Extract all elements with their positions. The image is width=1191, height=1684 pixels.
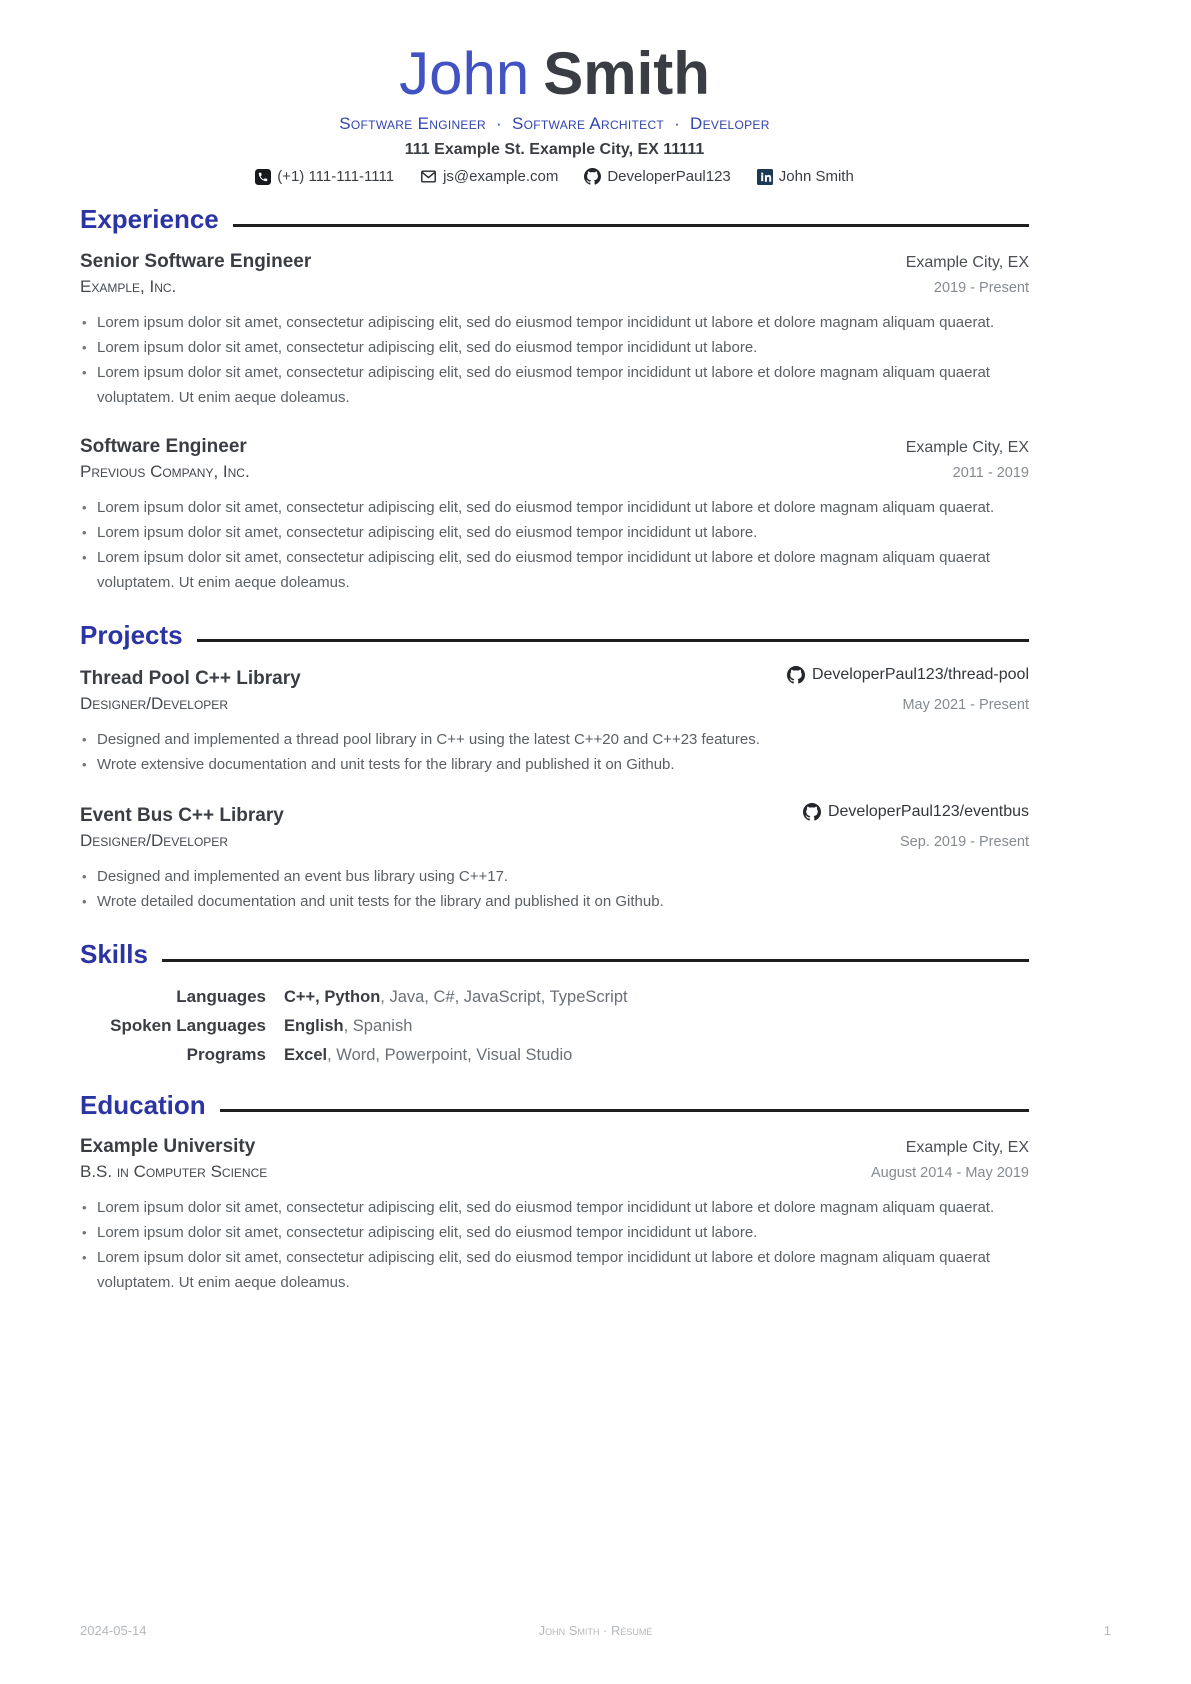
experience-entry [80,251,1029,410]
footer-page-number: 1 [1103,1623,1112,1638]
section-title: Skills [80,939,148,970]
job-title: Senior Software Engineer [80,250,312,272]
linkedin-icon [757,169,773,185]
experience-entry [80,436,1029,595]
full-name [80,42,1029,105]
linkedin-contact[interactable] [757,168,854,185]
entry-sub-row [80,458,1029,482]
repo-name: DeveloperPaul123/eventbus [827,803,1029,821]
bullet-item: • Designed and implemented an event bus library using C++17. [80,864,1029,889]
github-icon [787,666,805,684]
skill-values-rest: , Java, C#, JavaScript, TypeScript [380,987,628,1006]
github-username: DeveloperPaul123 [607,168,731,185]
bullet-item: • Lorem ipsum dolor sit amet, consectetur adipiscing elit, sed do eiusmod tempor incididunt ut labore et dolore magnam aliquam quaerat. [80,310,1029,335]
bullet-list [80,864,1029,914]
school-name: Example University [80,1136,256,1158]
job-location: Example City, EX [905,253,1029,271]
bullet-list [80,727,1029,777]
linkedin-name: John Smith [778,168,854,185]
skills-table [80,987,1029,1065]
phone-number: (+1) 111-111-1111 [277,168,395,185]
header [80,42,1029,185]
education-entry [80,1136,1029,1295]
skill-category: Languages [176,986,266,1006]
project-repo-link[interactable] [803,803,1029,821]
section-heading [80,1091,1029,1120]
project-entry [80,666,1029,777]
heading-rule [233,224,1029,227]
heading-rule [197,639,1029,642]
bullet-list [80,310,1029,410]
project-repo-link[interactable] [787,666,1029,684]
phone-icon [255,169,271,185]
first-name: John [399,40,530,107]
entry-title-row [80,666,1029,690]
bullet-item: • Wrote detailed documentation and unit tests for the library and published it on Github. [80,889,1029,914]
project-entry [80,803,1029,914]
entry-title-row [80,251,1029,273]
bullet-item: • Lorem ipsum dolor sit amet, consectetur adipiscing elit, sed do eiusmod tempor incididunt ut labore. [80,335,1029,360]
section-projects [80,621,1029,915]
skill-category: Programs [186,1044,266,1064]
email-address: js@example.com [443,168,559,185]
job-dates: 2019 - Present [933,279,1029,296]
bullet-list [80,495,1029,595]
entry-sub-row [80,1158,1029,1182]
entry-title-row [80,1136,1029,1158]
section-title: Experience [80,204,219,234]
skill-values-bold: English [284,1016,344,1035]
degree: B.S. in Computer Science [80,1162,268,1182]
bullet-item: • Designed and implemented a thread pool library in C++ using the latest C++20 and C++23 features. [80,727,1029,752]
tagline-separator: · [496,114,502,133]
bullet-item: • Lorem ipsum dolor sit amet, consectetur adipiscing elit, sed do eiusmod tempor incididunt ut labore et dolore magnam aliquam quaerat voluptatem. Ut enim aeque doleamus. [80,545,1029,595]
section-heading [80,940,1029,969]
job-dates: 2011 - 2019 [952,464,1029,481]
tagline-separator: · [674,114,681,133]
skill-values-bold: C++, Python [284,987,381,1006]
section-heading [80,621,1029,650]
section-title: Education [80,1089,206,1120]
email-icon [420,168,437,185]
entry-sub-row [80,273,1029,297]
bullet-item: • Lorem ipsum dolor sit amet, consectetur adipiscing elit, sed do eiusmod tempor incididunt ut labore. [80,1220,1029,1245]
job-title: Software Engineer [80,435,247,457]
address: 111 Example St. Example City, EX 11111 [404,141,705,158]
bullet-item: • Lorem ipsum dolor sit amet, consectetur adipiscing elit, sed do eiusmod tempor incididunt ut labore et dolore magnam aliquam quaerat. [80,495,1029,520]
company-name: Previous Company, Inc. [80,461,250,481]
heading-rule [220,1109,1029,1112]
section-skills [80,940,1029,1065]
project-role: Designer/Developer [80,831,228,851]
github-icon [584,168,601,185]
entry-title-row [80,436,1029,458]
skill-values [284,1017,1029,1036]
footer-date: 2024-05-14 [80,1623,147,1638]
entry-title-row [80,803,1029,827]
project-title: Event Bus C++ Library [80,805,284,827]
skill-values [284,988,1029,1007]
bullet-item: • Wrote extensive documentation and unit tests for the library and published it on Github. [80,752,1029,777]
github-contact[interactable] [584,168,730,185]
skill-values-rest: , Word, Powerpoint, Visual Studio [327,1045,573,1064]
school-location: Example City, EX [905,1139,1029,1157]
company-name: Example, Inc. [80,276,177,296]
section-heading [80,205,1029,234]
tagline-3: Developer [690,114,770,133]
project-dates: May 2021 - Present [902,697,1029,714]
section-title: Projects [80,619,183,650]
bullet-item: • Lorem ipsum dolor sit amet, consectetur adipiscing elit, sed do eiusmod tempor incididunt ut labore et dolore magnam aliquam quaerat voluptatem. Ut enim aeque doleamus. [80,360,1029,410]
education-dates: August 2014 - May 2019 [871,1165,1029,1182]
skill-category: Spoken Languages [110,1015,266,1035]
section-experience [80,205,1029,595]
footer-title: John Smith · Résumé [538,1623,653,1638]
phone-contact[interactable] [255,168,394,185]
email-contact[interactable] [420,168,558,185]
entry-sub-row [80,690,1029,714]
bullet-item: • Lorem ipsum dolor sit amet, consectetur adipiscing elit, sed do eiusmod tempor incididunt ut labore. [80,520,1029,545]
repo-name: DeveloperPaul123/thread-pool [811,666,1029,684]
last-name: Smith [543,40,710,107]
entry-sub-row [80,827,1029,851]
section-education [80,1091,1029,1296]
skill-values [284,1046,1029,1065]
heading-rule [162,959,1029,962]
tagline-2: Software Architect [511,114,665,133]
skill-values-bold: Excel [284,1045,328,1064]
job-location: Example City, EX [905,438,1029,456]
bullet-list [80,1195,1029,1295]
project-title: Thread Pool C++ Library [80,668,301,690]
bullet-item: • Lorem ipsum dolor sit amet, consectetur adipiscing elit, sed do eiusmod tempor incididunt ut labore et dolore magnam aliquam quaerat. [80,1195,1029,1220]
project-dates: Sep. 2019 - Present [900,834,1029,851]
project-role: Designer/Developer [80,694,228,714]
taglines [80,114,1029,134]
page-footer [80,1623,1111,1638]
skill-values-rest: , Spanish [343,1016,413,1035]
contact-row [80,168,1029,185]
bullet-item: • Lorem ipsum dolor sit amet, consectetur adipiscing elit, sed do eiusmod tempor incididunt ut labore et dolore magnam aliquam quaerat voluptatem. Ut enim aeque doleamus. [80,1245,1029,1295]
github-icon [803,803,821,821]
tagline-1: Software Engineer [339,114,487,133]
